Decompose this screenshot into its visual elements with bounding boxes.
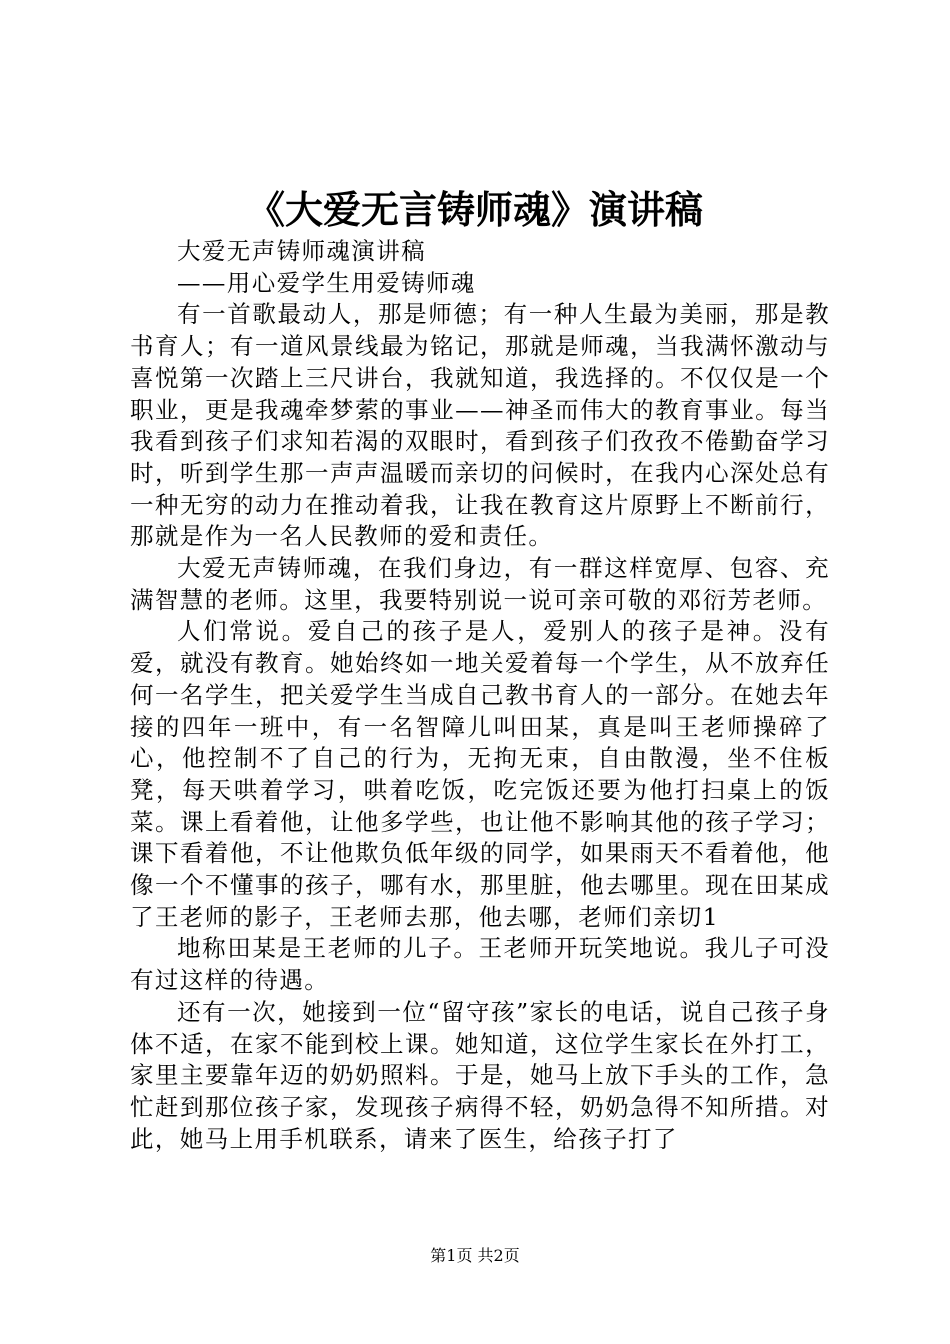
paragraph: 有一首歌最动人，那是师德；有一种人生最为美丽，那是教书育人；有一道风景线最为铭记，那就是师魂，当我满怀激动与喜悦第一次踏上三尺讲台，我就知道，我选择的。不仅仅是一个职业，更是我魂牵梦萦的事业——神圣而伟大的教育事业。每当我看到孩子们求知若渴的双眼时，看到孩子们孜孜不倦勤奋学习时，听到学生那一声声温暖而亲切的问候时，在我内心深处总有一种无穷的动力在推动着我，让我在教育这片原野上不断前行，那就是作为一名人民教师的爱和责任。	[130, 300, 830, 551]
document-body	[130, 236, 830, 1155]
paragraph: 地称田某是王老师的儿子。王老师开玩笑地说。我儿子可没有过这样的待遇。	[130, 934, 830, 995]
paragraph-subheading: ——用心爱学生用爱铸师魂	[177, 268, 476, 297]
document-title: 《大爱无言铸师魂》演讲稿	[246, 187, 703, 232]
paragraph: 人们常说。爱自己的孩子是人，爱别人的孩子是神。没有爱，就没有教育。她始终如一地关爱着每一个学生，从不放弃任何一名学生，把关爱学生当成自己教书育人的一部分。在她去年接的四年一班中，有一名智障儿叫田某，真是叫王老师操碎了心，他控制不了自己的行为，无拘无束，自由散漫，坐不住板凳，每天哄着学习，哄着吃饭，吃完饭还要为他打扫桌上的饭菜。课上看着他，让他多学些，也让他不影响其他的孩子学习；课下看着他，不让他欺负低年级的同学，如果雨天不看着他，他像一个不懂事的孩子，哪有水，那里脏，他去哪里。现在田某成了王老师的影子，王老师去那，他去哪，老师们亲切1	[130, 617, 830, 931]
paragraph-subtitle: 大爱无声铸师魂演讲稿	[177, 237, 426, 265]
paragraph: 大爱无声铸师魂，在我们身边，有一群这样宽厚、包容、充满智慧的老师。这里，我要特别说一说可亲可敬的邓衍芳老师。	[130, 554, 830, 614]
paragraph: 还有一次，她接到一位“留守孩”家长的电话，说自己孩子身体不适，在家不能到校上课。她知道，这位学生家长在外打工，家里主要靠年迈的奶奶照料。于是，她马上放下手头的工作，急忙赶到那位孩子家，发现孩子病得不轻，奶奶急得不知所措。对此，她马上用手机联系，请来了医生，给孩子打了	[130, 997, 830, 1153]
page-footer: 第1页 共2页	[430, 1246, 520, 1265]
